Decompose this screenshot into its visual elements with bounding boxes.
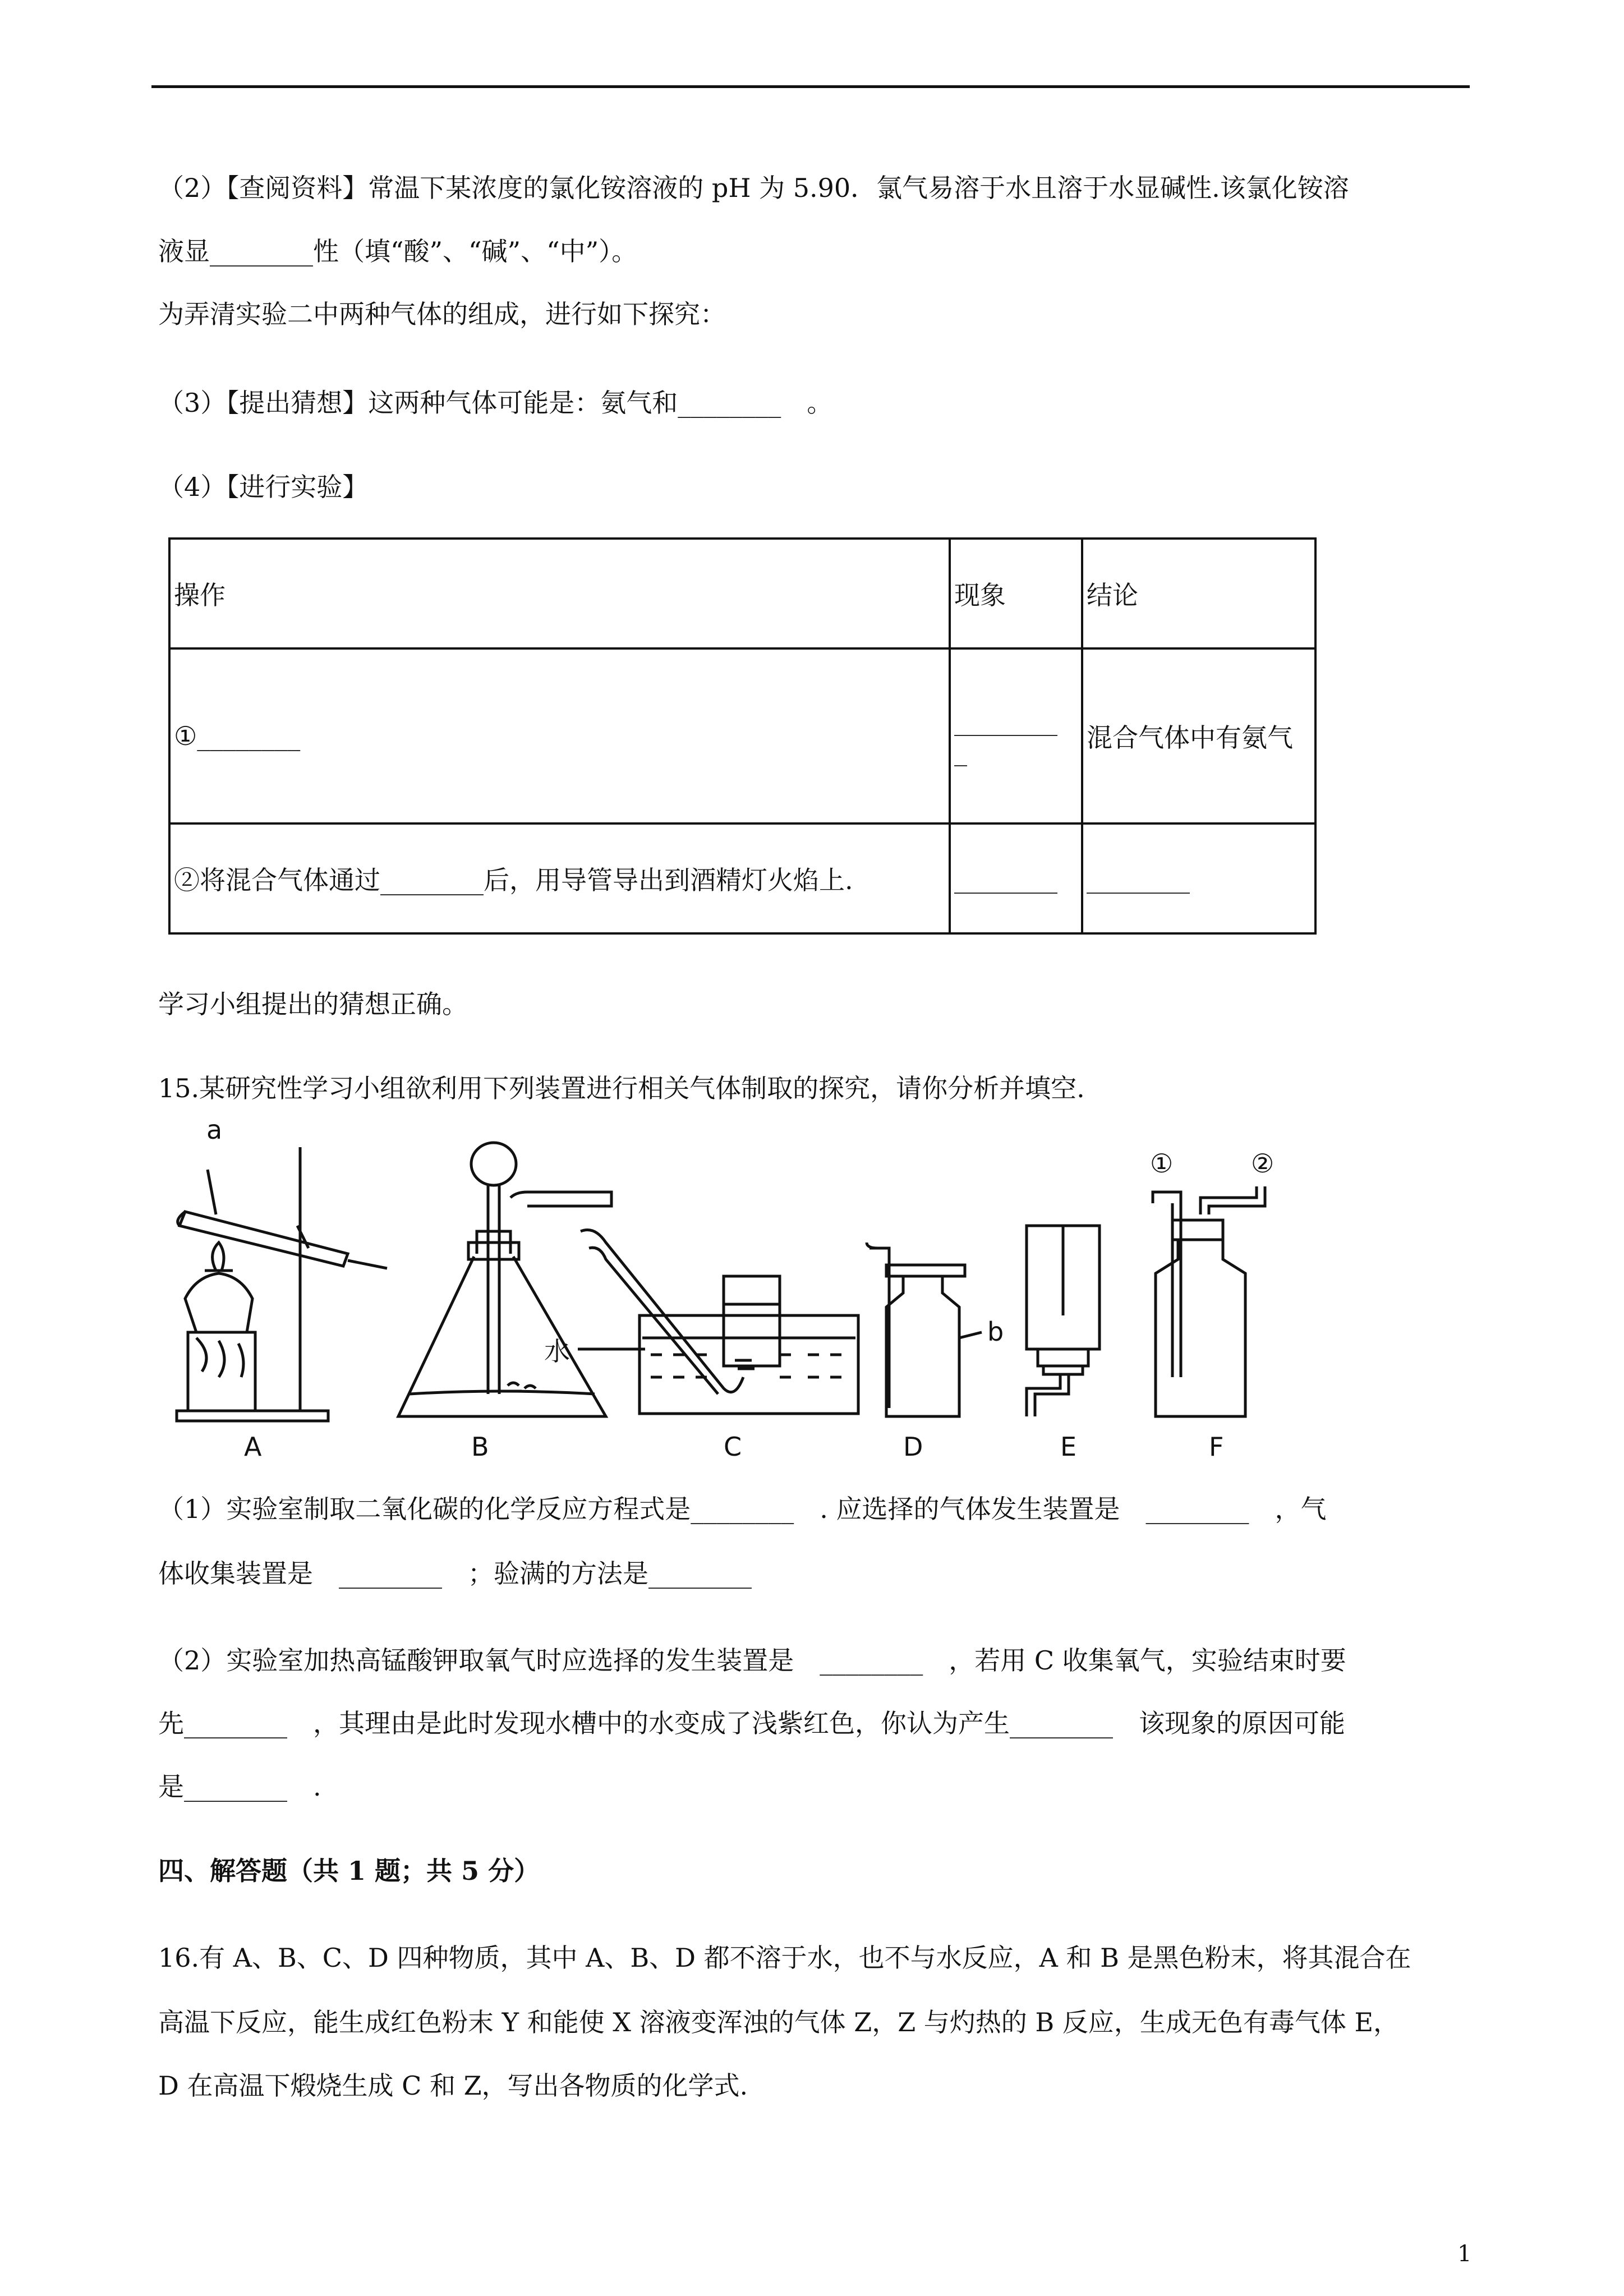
page-number: 1 — [1457, 2241, 1472, 2267]
q2-line2: 液显________性（填“酸”、“碱”、“中”）。 — [158, 236, 638, 266]
intro-text: 为弄清实验二中两种气体的组成，进行如下探究： — [158, 299, 726, 329]
conclusion-text: 学习小组提出的猜想正确。 — [158, 989, 468, 1019]
section-4-heading: 四、解答题（共 1 题；共 5 分） — [158, 1856, 540, 1886]
label-f: F — [1209, 1432, 1224, 1461]
header-phenomenon: 现象 — [950, 539, 1082, 648]
header-operation: 操作 — [169, 539, 950, 648]
label-e: E — [1060, 1432, 1077, 1461]
annotation-a: a — [206, 1115, 223, 1145]
q15-2-line3: 是________ . — [158, 1772, 321, 1802]
table-header-row — [169, 539, 1315, 648]
table-row — [169, 823, 1315, 933]
q3-text: （3）【提出猜想】这两种气体可能是：氨气和________ 。 — [158, 388, 833, 418]
row1-conclusion: 混合气体中有氨气 — [1082, 648, 1315, 823]
q2-line1: （2）【查阅资料】常温下某浓度的氯化铵溶液的 pH 为 5.90．氯气易溶于水且溶于水显碱性.该氯化铵溶 — [158, 173, 1349, 203]
q16-line1: 16.有 A、B、C、D 四种物质，其中 A、B、D 都不溶于水，也不与水反应，A 和 B 是黑色粉末，将其混合在 — [158, 1943, 1411, 1973]
row2-operation: ②将混合气体通过________后，用导管导出到酒精灯火焰上. — [169, 823, 950, 933]
row1-phenomenon-blank: ________ — [954, 706, 1057, 736]
apparatus-a — [177, 1147, 387, 1421]
q15-2-line2: 先________ ，其理由是此时发现水槽中的水变成了浅紫红色，你认为产生________ 该现象的原因可能 — [158, 1708, 1345, 1738]
row1-operation: ①________ — [169, 648, 950, 823]
q15-1-line1: （1）实验室制取二氧化碳的化学反应方程式是________ . 应选择的气体发生装置是 ________ ，气 — [158, 1494, 1327, 1524]
port-1-label: ① — [1150, 1148, 1174, 1179]
annotation-water: 水 — [544, 1336, 570, 1366]
apparatus-c — [578, 1230, 858, 1414]
q16-line3: D 在高温下煅烧生成 C 和 Z，写出各物质的化学式. — [158, 2070, 748, 2101]
q15-1-line2: 体收集装置是 ________ ；验满的方法是________ — [158, 1558, 752, 1589]
label-b: B — [471, 1432, 489, 1461]
label-a: A — [244, 1432, 262, 1461]
row1-phenomenon-blank-cont: _ — [954, 736, 967, 766]
header-rule — [151, 85, 1470, 88]
apparatus-figure — [163, 1114, 1313, 1461]
port-2-label: ② — [1251, 1148, 1275, 1179]
label-c: C — [724, 1432, 742, 1461]
q16-line2: 高温下反应，能生成红色粉末 Y 和能使 X 溶液变浑浊的气体 Z，Z 与灼热的 B 反应，生成无色有毒气体 E， — [158, 2007, 1400, 2037]
apparatus-d — [867, 1243, 982, 1416]
label-d: D — [903, 1432, 923, 1461]
q4-text: （4）【进行实验】 — [158, 472, 369, 502]
row2-conclusion: ________ — [1082, 823, 1315, 933]
annotation-b: b — [987, 1317, 1004, 1347]
header-conclusion: 结论 — [1082, 539, 1315, 648]
q15-text: 15.某研究性学习小组欲利用下列装置进行相关气体制取的探究，请你分析并填空. — [158, 1073, 1085, 1103]
table-row — [169, 648, 1315, 823]
row2-phenomenon: ________ — [950, 823, 1082, 933]
row1-phenomenon — [950, 648, 1082, 823]
apparatus-e — [1027, 1226, 1099, 1416]
apparatus-f — [1153, 1186, 1265, 1416]
q15-2-line1: （2）实验室加热高锰酸钾取氧气时应选择的发生装置是 ________ ，若用 C 收集氧气，实验结束时要 — [158, 1645, 1346, 1676]
experiment-table — [168, 537, 1317, 935]
apparatus-b — [398, 1143, 611, 1416]
